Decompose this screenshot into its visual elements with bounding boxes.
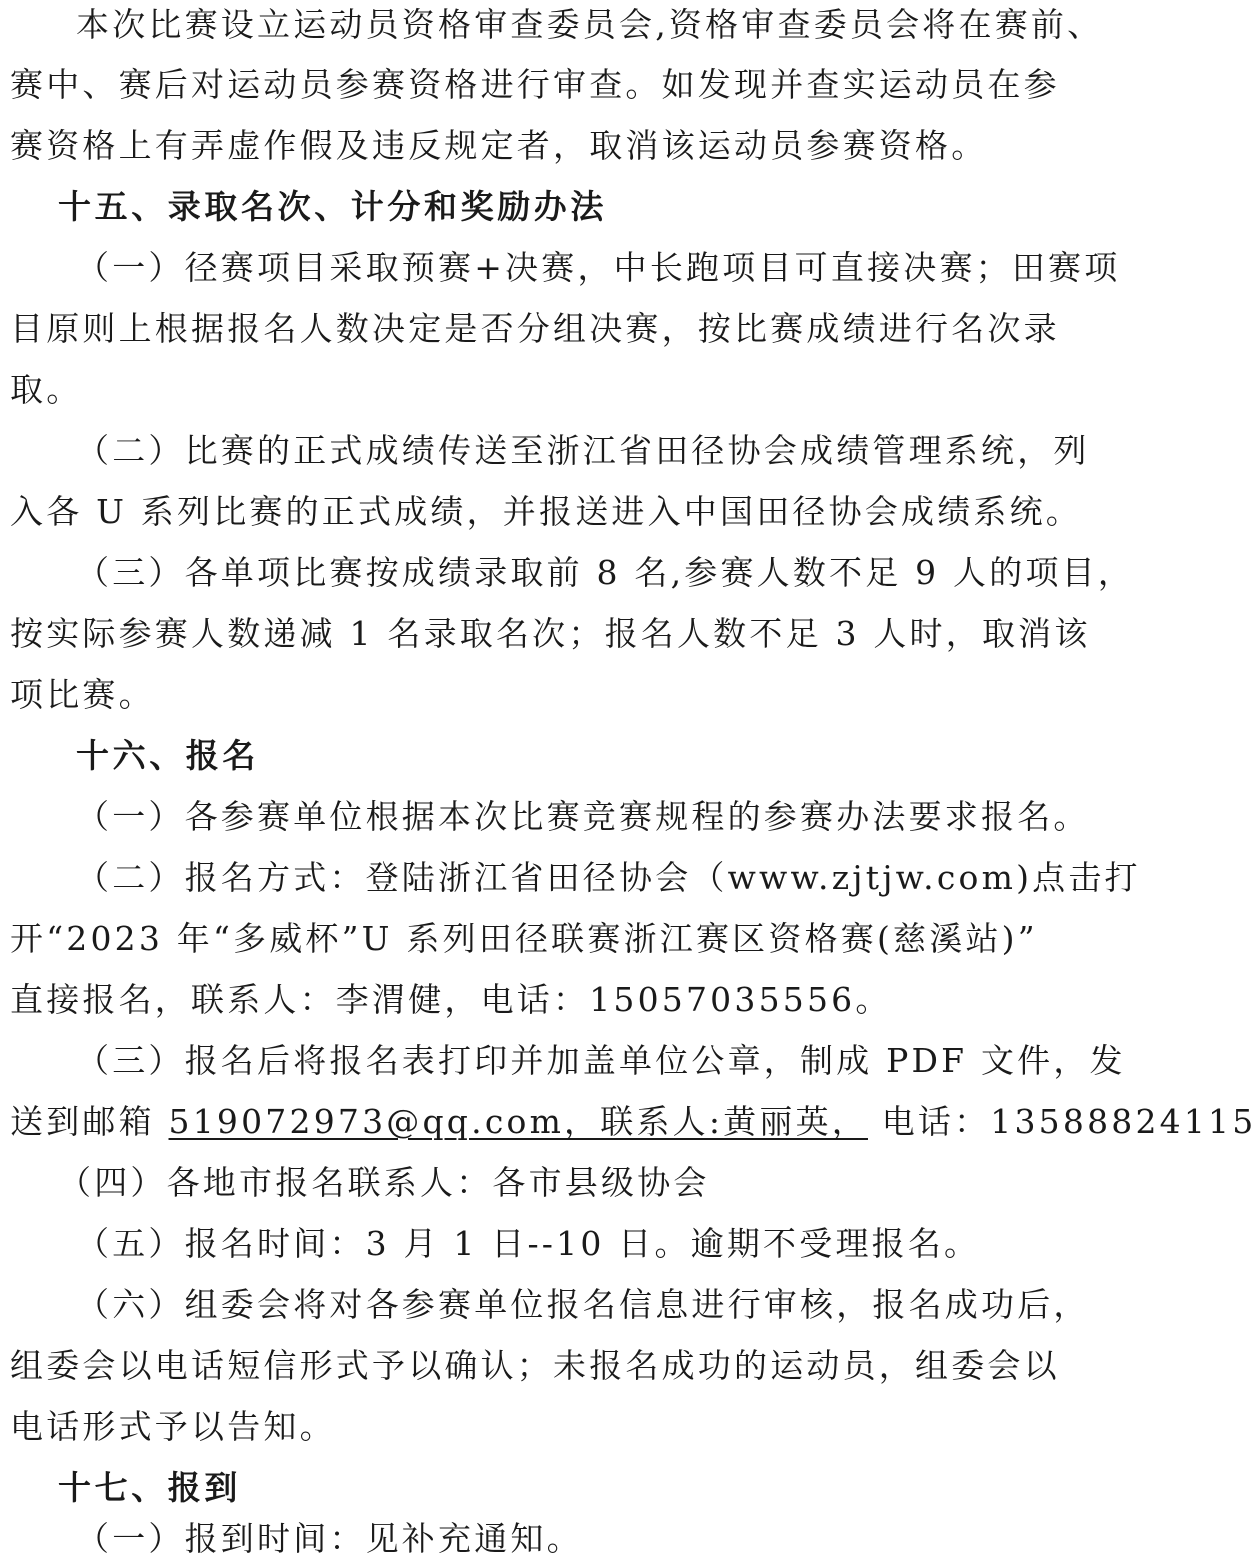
paragraph-line: 目原则上根据报名人数决定是否分组决赛，按比赛成绩进行名次录 <box>10 309 1060 348</box>
paragraph-line: 入各 U 系列比赛的正式成绩，并报送进入中国田径协会成绩系统。 <box>10 492 1082 531</box>
email-prefix: 送到邮箱 <box>10 1102 155 1141</box>
paragraph-line: （一）各参赛单位根据本次比赛竞赛规程的参赛办法要求报名。 <box>76 797 1090 836</box>
paragraph-line: 组委会以电话短信形式予以确认；未报名成功的运动员，组委会以 <box>10 1346 1060 1385</box>
paragraph-line: （二）比赛的正式成绩传送至浙江省田径协会成绩管理系统，列 <box>76 431 1090 470</box>
paragraph-line: 电话形式予以告知。 <box>10 1407 336 1446</box>
section-heading-17: 十七、报到 <box>58 1468 241 1507</box>
paragraph-line: （二）报名方式：登陆浙江省田径协会（www.zjtjw.com)点击打 <box>76 858 1141 897</box>
section-heading-15: 十五、录取名次、计分和奖励办法 <box>58 187 607 226</box>
paragraph-line: （四）各地市报名联系人：各市县级协会 <box>58 1163 710 1202</box>
paragraph-line: （一）报到时间：见补充通知。 <box>76 1519 583 1558</box>
paragraph-line-email <box>10 1097 1256 1147</box>
email-contact-underlined: 519072973@qq.com，联系人:黄丽英， <box>168 1102 868 1141</box>
paragraph-line: （三）报名后将报名表打印并加盖单位公章，制成 PDF 文件，发 <box>76 1041 1126 1080</box>
phone-text: 电话：13588824115 <box>881 1102 1256 1141</box>
paragraph-line: 直接报名，联系人：李渭健，电话：15057035556。 <box>10 980 892 1019</box>
paragraph-line: 赛资格上有弄虚作假及违反规定者，取消该运动员参赛资格。 <box>10 126 988 165</box>
paragraph-line: 本次比赛设立运动员资格审查委员会,资格审查委员会将在赛前、 <box>76 5 1104 44</box>
section-heading-16: 十六、报名 <box>76 736 259 775</box>
paragraph-line: 取。 <box>10 370 83 409</box>
paragraph-line: 项比赛。 <box>10 675 155 714</box>
paragraph-line: （三）各单项比赛按成绩录取前 8 名,参赛人数不足 9 人的项目， <box>76 553 1135 592</box>
paragraph-line: （一）径赛项目采取预赛+决赛，中长跑项目可直接决赛；田赛项 <box>76 248 1121 287</box>
paragraph-line: （六）组委会将对各参赛单位报名信息进行审核，报名成功后， <box>76 1285 1090 1324</box>
paragraph-line: 开“2023 年“多威杯”U 系列田径联赛浙江赛区资格赛(慈溪站)” <box>10 919 1038 958</box>
paragraph-line: （五）报名时间：3 月 1 日--10 日。逾期不受理报名。 <box>76 1224 981 1263</box>
paragraph-line: 赛中、赛后对运动员参赛资格进行审查。如发现并查实运动员在参 <box>10 65 1060 104</box>
paragraph-line: 按实际参赛人数递减 1 名录取名次；报名人数不足 3 人时，取消该 <box>10 614 1091 653</box>
